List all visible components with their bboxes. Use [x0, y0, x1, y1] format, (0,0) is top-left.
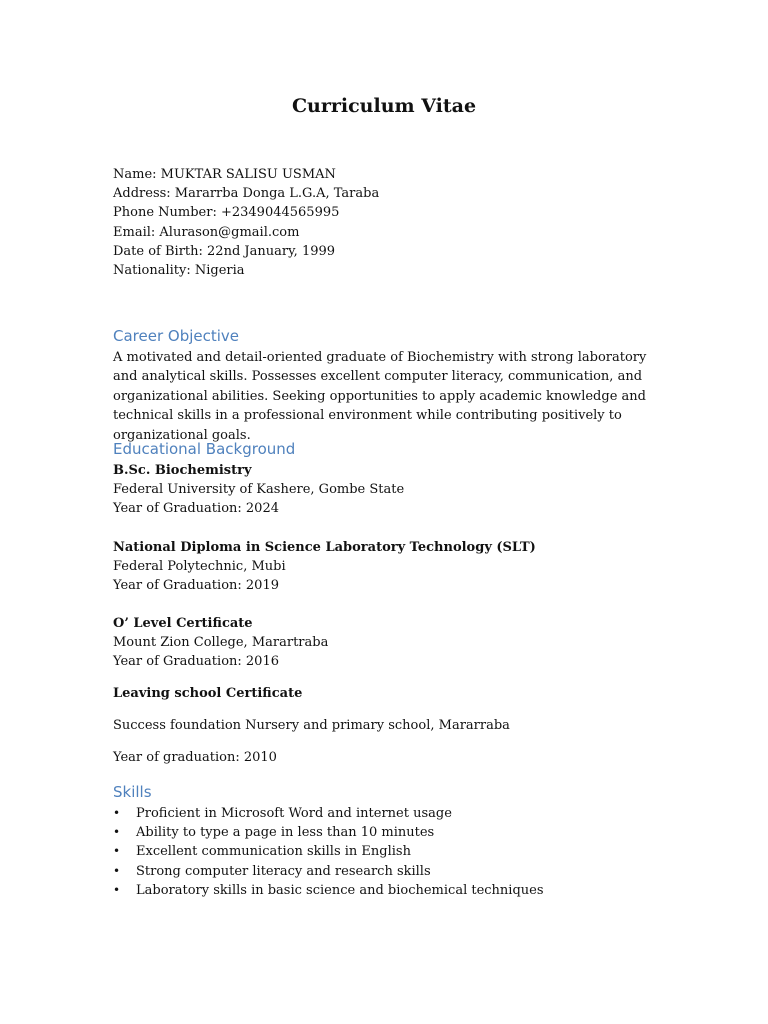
nationality-line: Nationality: Nigeria: [113, 263, 245, 279]
education-institution: Federal Polytechnic, Mubi: [113, 559, 286, 575]
education-year: Year of graduation: 2010: [113, 750, 277, 766]
list-item: [113, 842, 673, 861]
bullet-icon: •: [113, 882, 121, 897]
bullet-icon: •: [113, 825, 121, 840]
phone-line: Phone Number: +2349044565995: [113, 205, 340, 221]
bullet-icon: •: [113, 844, 121, 859]
name-line: Name: MUKTAR SALISU USMAN: [113, 167, 336, 182]
education-year: Year of Graduation: 2019: [113, 578, 279, 594]
email-line: Email: Alurason@gmail.com: [113, 224, 300, 240]
skill-text: Ability to type a page in less than 10 minutes: [136, 825, 435, 841]
education-degree: O’ Level Certificate: [113, 616, 253, 631]
education-institution: Success foundation Nursery and primary school, Mararraba: [113, 718, 510, 734]
skill-text: Proficient in Microsoft Word and internet usage: [136, 806, 452, 821]
bullet-icon: •: [113, 806, 121, 820]
dob-line: Date of Birth: 22nd January, 1999: [113, 243, 336, 259]
document-title: Curriculum Vitae: [291, 95, 477, 117]
skill-text: Excellent communication skills in English: [136, 844, 411, 860]
career-objective-text: A motivated and detail-oriented graduate of Biochemistry with strong laboratory and analytical skills. Possesses excellent computer literacy, communication, and organizational abilities. Seeking opportunities to apply academic knowledge and technical skills in a professional environment while contributing positively to organizational goals.: [113, 350, 647, 443]
education-heading: Educational Background: [113, 440, 296, 458]
education-institution: Mount Zion College, Marartraba: [113, 635, 329, 651]
education-year: Year of Graduation: 2016: [113, 654, 279, 670]
education-degree: B.Sc. Biochemistry: [113, 463, 252, 478]
list-item: [113, 862, 673, 881]
personal-details: [113, 165, 673, 280]
education-year: Year of Graduation: 2024: [113, 501, 279, 517]
education-entry: [113, 614, 673, 672]
education-entry: [113, 461, 673, 519]
education-entry: [113, 684, 673, 768]
education-degree: Leaving school Certificate: [113, 686, 303, 701]
education-entry: [113, 538, 673, 596]
list-item: [113, 881, 673, 900]
list-item: [113, 823, 673, 842]
career-objective-section: [113, 348, 658, 445]
address-line: Address: Mararrba Donga L.G.A, Taraba: [113, 186, 380, 202]
skills-section: [113, 804, 673, 900]
education-degree: National Diploma in Science Laboratory Technology (SLT): [113, 540, 536, 555]
list-item: [113, 804, 673, 823]
skills-list: [113, 804, 673, 900]
career-objective-heading: Career Objective: [113, 327, 240, 345]
education-institution: Federal University of Kashere, Gombe State: [113, 482, 405, 498]
skill-text: Strong computer literacy and research skills: [136, 863, 431, 879]
skill-text: Laboratory skills in basic science and biochemical techniques: [136, 882, 544, 898]
skills-heading: Skills: [113, 783, 152, 801]
bullet-icon: •: [113, 863, 121, 878]
